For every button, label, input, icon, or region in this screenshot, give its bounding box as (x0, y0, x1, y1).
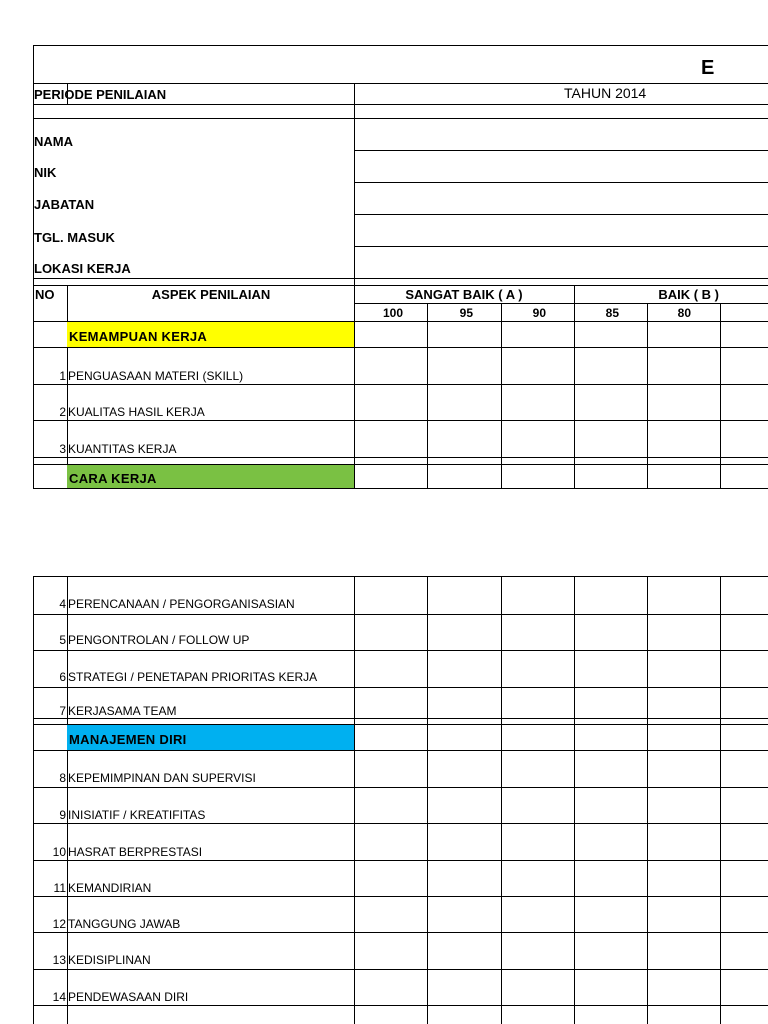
border-line (354, 576, 355, 1024)
category-manajemen-diri (67, 725, 354, 750)
border-line (354, 182, 768, 183)
category-cara-kerja (67, 465, 354, 488)
score-col-80: 80 (677, 306, 691, 320)
border-line (354, 83, 355, 489)
field-label-lokasi-kerja: LOKASI KERJA (34, 261, 131, 276)
field-label-nama: NAMA (34, 134, 73, 149)
score-col-95: 95 (459, 306, 473, 320)
item-label: KEPEMIMPINAN DAN SUPERVISI (68, 771, 256, 785)
border-line (33, 118, 768, 119)
border-line (501, 303, 502, 489)
border-line (33, 932, 768, 933)
item-label: KUALITAS HASIL KERJA (68, 405, 205, 419)
border-line (33, 750, 768, 751)
group-header-baik: BAIK ( B ) (658, 287, 719, 302)
periode-label: PERIODE PENILAIAN (34, 87, 167, 102)
border-line (33, 969, 768, 970)
border-line (33, 718, 768, 719)
border-line (67, 285, 68, 489)
item-label: INISIATIF / KREATIFITAS (68, 808, 206, 822)
item-label: STRATEGI / PENETAPAN PRIORITAS KERJA (68, 670, 318, 684)
item-no: 10 (52, 845, 66, 859)
item-no: 14 (52, 990, 66, 1004)
border-line (33, 650, 768, 651)
group-header-sangat-baik: SANGAT BAIK ( A ) (405, 287, 523, 302)
border-line (33, 823, 768, 824)
border-line (33, 104, 768, 105)
border-line (33, 285, 768, 286)
item-no: 3 (59, 442, 66, 456)
border-line (647, 303, 648, 489)
item-label: HASRAT BERPRESTASI (68, 845, 203, 859)
item-label: PERENCANAAN / PENGORGANISASIAN (68, 597, 295, 611)
periode-value: TAHUN 2014 (564, 85, 647, 101)
border-line (574, 576, 575, 1024)
border-line (33, 576, 768, 577)
border-line (33, 687, 768, 688)
item-no: 6 (59, 670, 66, 684)
border-line (720, 576, 721, 1024)
item-label: KUANTITAS KERJA (68, 442, 177, 456)
border-line (354, 246, 768, 247)
border-line (720, 303, 721, 489)
score-col-85: 85 (605, 306, 619, 320)
item-label: TANGGUNG JAWAB (68, 917, 181, 931)
border-line (33, 614, 768, 615)
item-label: PENGONTROLAN / FOLLOW UP (68, 633, 250, 647)
category-label: KEMAMPUAN KERJA (69, 329, 208, 344)
border-line (33, 1005, 768, 1006)
border-line (33, 896, 768, 897)
item-label: PENDEWASAAN DIRI (68, 990, 189, 1004)
item-no: 11 (53, 881, 66, 895)
item-no: 12 (52, 917, 66, 931)
item-no: 9 (59, 808, 66, 822)
border-line (33, 45, 768, 46)
border-line (354, 214, 768, 215)
border-line (33, 384, 768, 385)
page-title: E (701, 57, 715, 79)
border-line (33, 457, 768, 458)
border-line (427, 303, 428, 489)
border-line (33, 576, 34, 1024)
border-line (33, 420, 768, 421)
field-label-jabatan: JABATAN (34, 197, 95, 212)
item-no: 8 (59, 771, 66, 785)
col-header-aspek: ASPEK PENILAIAN (151, 287, 271, 302)
item-label: KEMANDIRIAN (68, 881, 152, 895)
category-label: MANAJEMEN DIRI (69, 732, 187, 747)
category-label: CARA KERJA (69, 471, 157, 486)
item-label: KERJASAMA TEAM (68, 704, 177, 718)
border-line (354, 303, 768, 304)
item-no: 4 (59, 597, 66, 611)
border-line (33, 278, 768, 279)
border-line (33, 488, 768, 489)
border-line (33, 83, 768, 84)
border-line (33, 860, 768, 861)
item-no: 2 (59, 405, 66, 419)
item-label: KEDISIPLINAN (68, 953, 151, 967)
border-line (354, 150, 768, 151)
item-no: 13 (52, 953, 66, 967)
item-no: 1 (59, 369, 66, 383)
border-line (647, 576, 648, 1024)
item-no: 5 (59, 633, 66, 647)
item-label: PENGUASAAN MATERI (SKILL) (68, 369, 244, 383)
border-line (33, 787, 768, 788)
score-col-90: 90 (532, 306, 546, 320)
border-line (33, 347, 768, 348)
score-col-100: 100 (382, 306, 403, 320)
field-label-nik: NIK (34, 165, 57, 180)
category-kemampuan-kerja (67, 322, 354, 347)
col-header-no: NO (35, 287, 55, 302)
border-line (501, 576, 502, 1024)
item-no: 7 (59, 704, 66, 718)
border-line (427, 576, 428, 1024)
field-label-tgl-masuk: TGL. MASUK (34, 230, 115, 245)
